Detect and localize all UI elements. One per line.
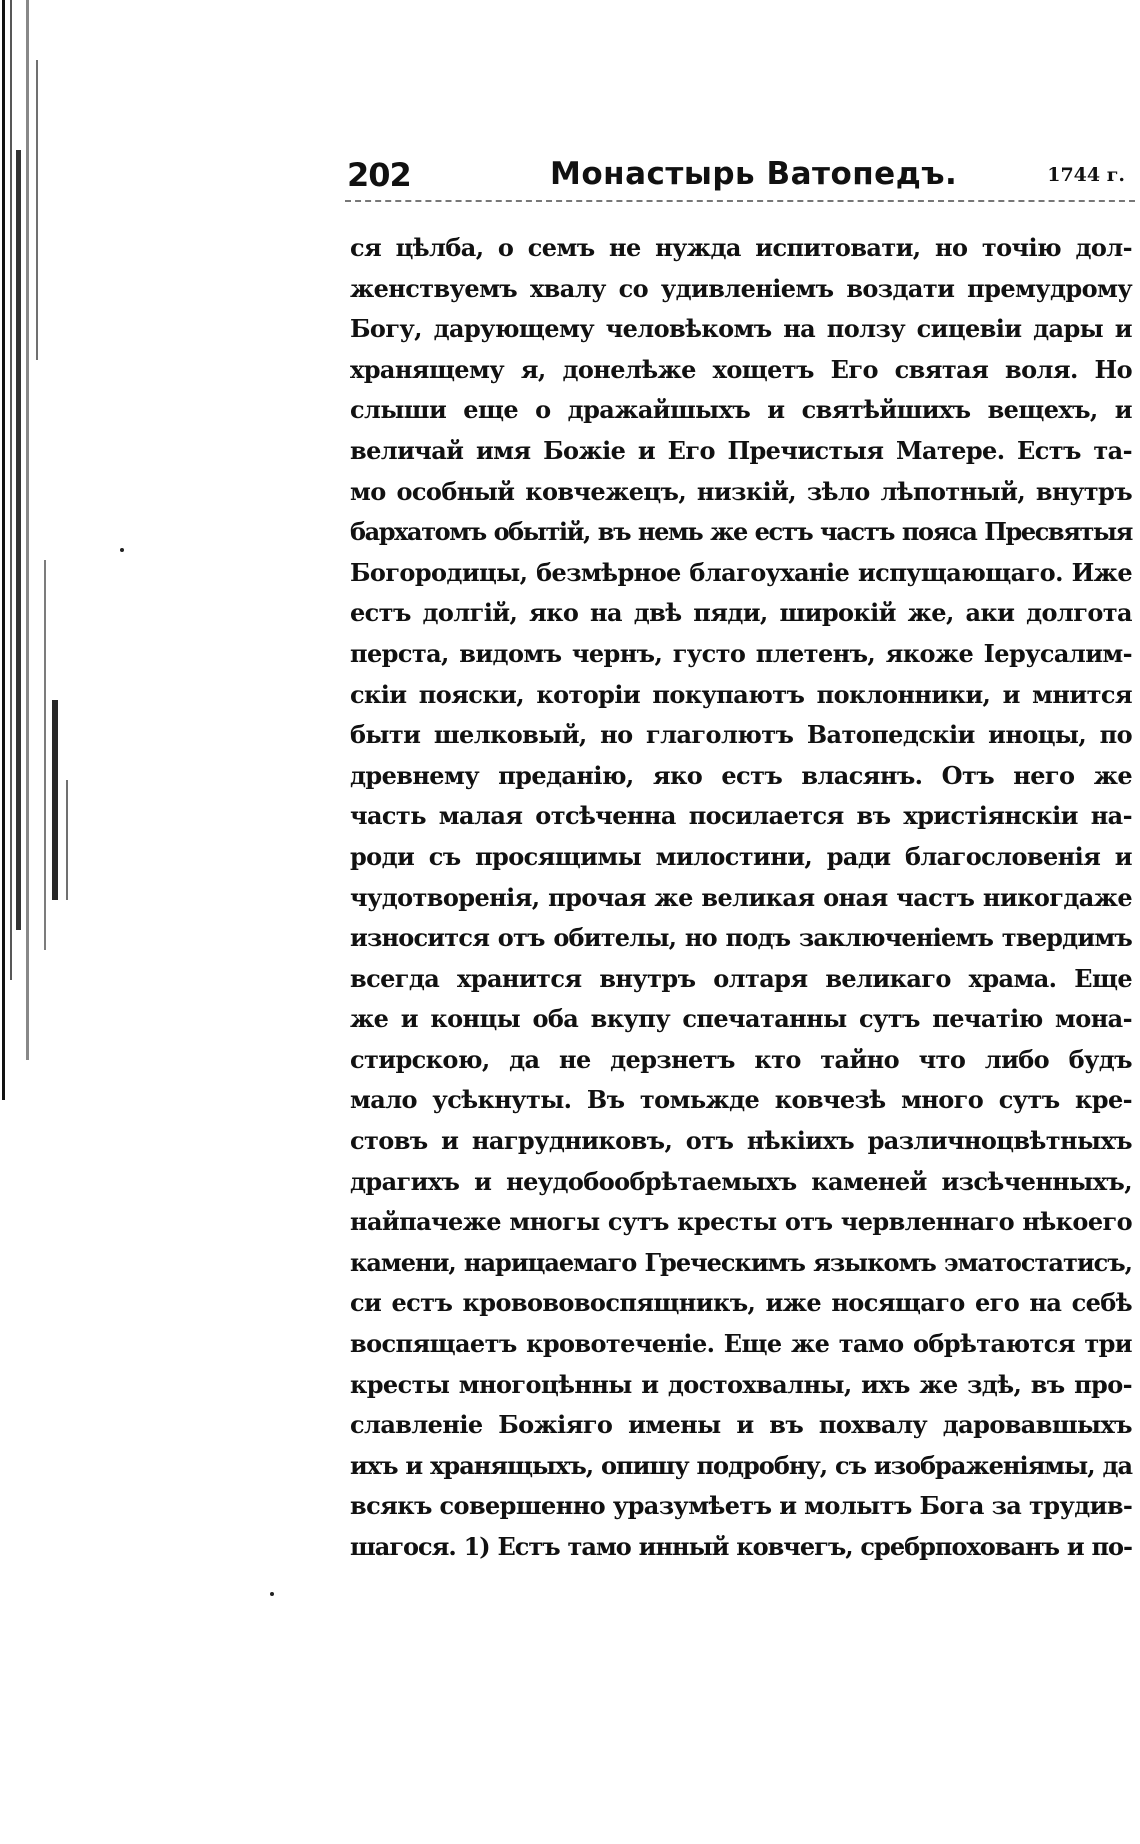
text-line: ихъ и хранящыхъ, опишу подробну, съ изображеніямы, да bbox=[350, 1450, 1132, 1480]
text-line: стовъ и нагрудниковъ, отъ нѣкіихъ различноцвѣтныхъ bbox=[350, 1126, 1132, 1156]
text-line: же и концы оба вкупу спечатанны сутъ печатію мона- bbox=[350, 1004, 1132, 1034]
text-line: хранящему я, донелѣже хощетъ Его святая воля. Но bbox=[350, 354, 1132, 384]
scan-binding-edge bbox=[0, 0, 90, 1140]
text-line: драгихъ и неудобообрѣтаемыхъ каменей изсѣченныхъ, bbox=[350, 1166, 1132, 1196]
year-marker: 1744 г. bbox=[1047, 164, 1125, 186]
text-line: си естъ кровововоспящникъ, иже носящаго его на себѣ bbox=[350, 1288, 1132, 1318]
text-line: часть малая отсѣченна посилается въ христіянскіи на- bbox=[350, 801, 1132, 831]
text-line: перста, видомъ чернъ, густо плетенъ, якоже Іерусалим- bbox=[350, 638, 1132, 668]
text-line: воспящаетъ кровотеченіе. Еще же тамо обрѣтаются три bbox=[350, 1329, 1132, 1359]
text-line: всякъ совершенно уразумѣетъ и молытъ Бога за трудив- bbox=[350, 1491, 1133, 1521]
text-line: найпачеже многы сутъ кресты отъ червленнаго нѣкоего bbox=[350, 1207, 1132, 1237]
text-line: мало усѣкнуты. Въ томьжде ковчезѣ много сутъ кре- bbox=[350, 1085, 1132, 1115]
header-rule bbox=[345, 200, 1135, 202]
text-line: кресты многоцѣнны и достохвалны, ихъ же здѣ, въ про- bbox=[350, 1369, 1132, 1399]
running-header bbox=[345, 150, 1135, 200]
text-line: камени, нарицаемаго Греческимъ языкомъ эматостатисъ, bbox=[350, 1247, 1132, 1277]
text-line: величай имя Божіе и Его Пречистыя Матере. Естъ та- bbox=[350, 435, 1132, 465]
scan-speck bbox=[120, 548, 124, 552]
running-title: Монастырь Ватопедъ. bbox=[550, 156, 958, 192]
text-line: чудотворенія, прочая же великая оная частъ никогдаже bbox=[350, 882, 1132, 912]
text-line: женствуемъ хвалу со удивленіемъ воздати премудрому bbox=[350, 273, 1132, 303]
text-line: Богородицы, безмѣрное благоуханіе испущающаго. Иже bbox=[350, 557, 1132, 587]
text-line: мо особный ковчежецъ, низкій, зѣло лѣпотный, внутръ bbox=[350, 476, 1132, 506]
text-line: ся цѣлба, о семъ не нужда испитовати, но точію дол- bbox=[350, 233, 1132, 262]
text-line: скіи пояски, которіи покупаютъ поклонники, и мнится bbox=[350, 679, 1132, 709]
text-line: древнему преданію, яко естъ власянъ. Отъ него же bbox=[350, 760, 1132, 790]
text-line: естъ долгій, яко на двѣ пяди, широкій же, аки долгота bbox=[350, 598, 1132, 628]
scan-speck bbox=[270, 1592, 274, 1596]
text-line: роди съ просящимы милостини, ради благословенія и bbox=[350, 841, 1132, 871]
text-line: славленіе Божіяго имены и въ похвалу даровавшыхъ bbox=[350, 1410, 1132, 1440]
text-line: бархатомъ обытій, въ немь же естъ частъ пояса Пресвятыя bbox=[350, 517, 1132, 547]
text-line: износится отъ обителы, но подъ заключеніемъ твердимъ bbox=[350, 923, 1132, 953]
text-line: слыши еще о дражайшыхъ и святѣйшихъ вещехъ, и bbox=[350, 395, 1132, 425]
text-line: шагося. 1) Естъ тамо инный ковчегъ, сребрпохованъ и по- bbox=[350, 1532, 1132, 1561]
page-number: 202 bbox=[347, 156, 411, 194]
body-text bbox=[350, 228, 1132, 1568]
text-line: быти шелковый, но глаголютъ Ватопедскіи иноцы, по bbox=[350, 720, 1132, 750]
text-line: всегда хранится внутръ олтаря великаго храма. Еще bbox=[350, 963, 1132, 993]
text-line: стирскою, да не дерзнетъ кто тайно что либо будъ bbox=[350, 1044, 1132, 1074]
text-line: Богу, дарующему человѣкомъ на ползу сицевіи дары и bbox=[350, 314, 1132, 344]
